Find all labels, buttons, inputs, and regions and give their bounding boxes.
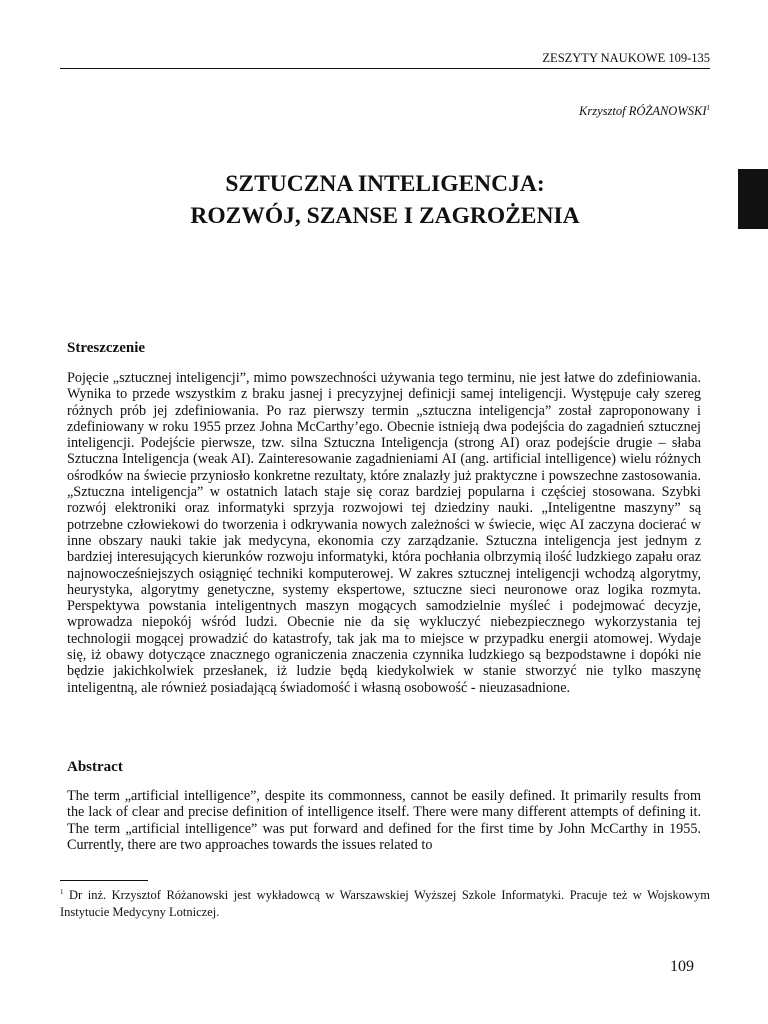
author-line — [60, 104, 710, 119]
author-footnote-mark: 1 — [706, 104, 710, 112]
abstract-text: The term „artificial intelligence”, despite its commonness, cannot be easily defined. It primarily results from the lack of clear and precise definition of intelligence itself. There were many different attempts of defining it. The term „artificial intelligence” was put forward and defined for the first time by John McCarthy in 1955. Currently, there are two approaches towards the issues related to — [67, 788, 701, 853]
streszczenie-text: Pojęcie „sztucznej inteligencji”, mimo powszechności używania tego terminu, nie jest łatwe do zdefiniowania. Wynika to przede wszystkim z braku jasnej i precyzyjnej definicji samej inteligencji. Występuje cały szereg różnych prób jej zdefiniowania. Po raz pierwszy termin „sztuczna inteligencja” został zaproponowany i zdefiniowany w roku 1955 przez Johna McCarthy’ego. Obecnie istnieją dwa podejścia do zagadnień sztucznej inteligencji. Podejście pierwsze, tzw. silna Sztuczna Inteligencja (strong AI) oraz podejście drugie – słaba Sztuczna Inteligencja (weak AI). Zainteresowanie zagadnieniami AI (ang. artificial intelligence) wielu różnych ośrodków na świecie przyniosło konkretne rezultaty, które znalazły już praktyczne i powszechne zastosowania. „Sztuczna inteligencja” w ostatnich latach staje się coraz bardziej popularna i częściej stosowana. Szybki rozwój elektroniki oraz informatyki sprzyja rozwojowi tej dziedziny nauki. „Inteligentne maszyny” są potrzebne człowiekowi do tworzenia i odkrywania nowych zależności w świecie, więc AI zaczyna docierać w inne obszary nauki takie jak medycyna, ekonomia czy zarządzanie. Sztuczna inteligencja jest jednym z bardziej interesujących kierunków rozwoju informatyki, która pochłania olbrzymią ilość ludzkiego zapału oraz najnowocześniejszych osiągnięć techniki komputerowej. W zakres sztucznej inteligencji wchodzą algorytmy, heurystyka, algorytmy genetyczne, systemy ekspertowe, sztuczne sieci neuronowe oraz logika rozmyta. Perspektywa powstania inteligentnych maszyn mogących samodzielnie myśleć i podejmować decyzje, wprowadza niepokój wśród ludzi. Obecnie nie da się wykluczyć niebezpiecznego wykorzystania tej technologii mogącej prowadzić do katastrofy, tak jak ma to miejsce w przypadku energii atomowej. Wydaje się, iż obawy dotyczące znacznego ograniczenia znaczenia czynnika ludzkiego są bezpodstawne i dopóki nie będzie jakichkolwiek przesłanek, iż ludzie będą kiedykolwiek w stanie stworzyć nie tylko maszynę inteligentną, ale również posiadającą świadomość i własną osobowość - nieuzasadnione. — [67, 370, 701, 696]
footnote-mark: 1 — [60, 888, 64, 896]
footnote — [60, 884, 710, 921]
journal-header: ZESZYTY NAUKOWE 109-135 — [542, 51, 710, 65]
article-title — [60, 168, 710, 232]
footnote-rule — [60, 880, 148, 881]
footnote-text: Dr inż. Krzysztof Różanowski jest wykładowcą w Warszawskiej Wyższej Szkole Informatyki. Pracuje też w Wojskowym Instytucie Medycyny Lotniczej. — [60, 888, 710, 920]
abstract-heading: Abstract — [67, 759, 123, 775]
thumb-tab-marker — [738, 169, 768, 229]
page-number: 109 — [670, 958, 694, 975]
author-name: Krzysztof RÓŻANOWSKI — [579, 104, 707, 119]
title-line-1: SZTUCZNA INTELIGENCJA: — [225, 171, 545, 197]
streszczenie-heading: Streszczenie — [67, 340, 146, 356]
title-line-2: ROZWÓJ, SZANSE I ZAGROŻENIA — [190, 203, 580, 229]
header-rule — [60, 68, 710, 69]
